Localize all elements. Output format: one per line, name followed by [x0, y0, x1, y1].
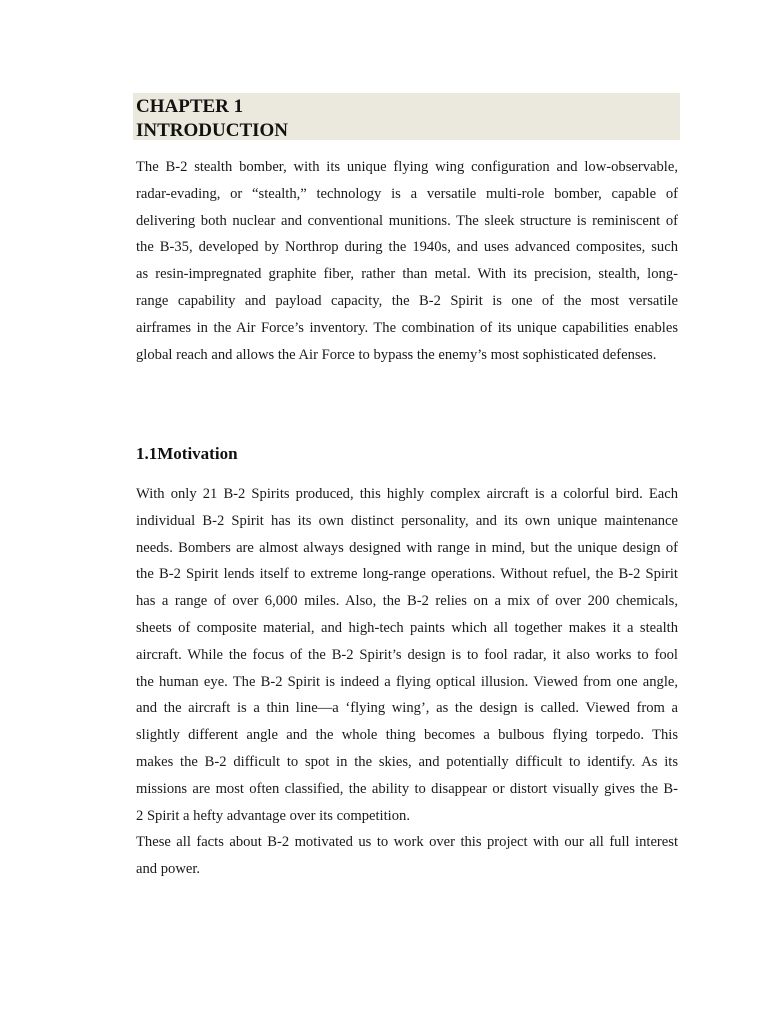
- paragraph-line: the B-35, developed by Northrop during the 1940s, and uses advanced composites, such: [136, 239, 678, 256]
- paragraph-line: delivering both nuclear and conventional munitions. The sleek structure is reminiscent of: [136, 212, 678, 229]
- motivation-closing-paragraph: [136, 829, 678, 883]
- section-heading-motivation: 1.1Motivation: [136, 444, 238, 463]
- paragraph-line: needs. Bombers are almost always designed with range in mind, but the unique design of: [136, 539, 678, 556]
- paragraph-line: missions are most often classified, the ability to disappear or distort visually gives the B-: [136, 780, 678, 797]
- paragraph-line: sheets of composite material, and high-tech paints which all together makes it a stealth: [136, 619, 678, 636]
- chapter-heading-box: [133, 93, 680, 140]
- paragraph-line: and the aircraft is a thin line—a ‘flying wing’, as the design is called. Viewed from a: [136, 700, 678, 717]
- paragraph-line: These all facts about B-2 motivated us to work over this project with our all full interest: [136, 834, 678, 850]
- paragraph-line: and power.: [136, 860, 201, 877]
- paragraph-line: slightly different angle and the whole thing becomes a bulbous flying torpedo. This: [136, 727, 678, 744]
- paragraph-line: 2 Spirit a hefty advantage over its competition.: [136, 807, 410, 824]
- intro-paragraph: [136, 154, 678, 368]
- chapter-title: INTRODUCTION: [136, 120, 289, 141]
- paragraph-line: makes the B-2 difficult to spot in the skies, and potentially difficult to identify. As its: [136, 753, 678, 770]
- motivation-paragraph: [136, 481, 678, 829]
- paragraph-line: has a range of over 6,000 miles. Also, the B-2 relies on a mix of over 200 chemicals,: [136, 593, 678, 610]
- paragraph-line: global reach and allows the Air Force to bypass the enemy’s most sophisticated defenses.: [136, 346, 657, 363]
- paragraph-line: aircraft. While the focus of the B-2 Spirit’s design is to fool radar, it also works to fool: [136, 646, 678, 663]
- paragraph-line: radar-evading, or “stealth,” technology is a versatile multi-role bomber, capable of: [136, 185, 678, 202]
- paragraph-line: range capability and payload capacity, the B-2 Spirit is one of the most versatile: [136, 292, 678, 309]
- paragraph-line: the human eye. The B-2 Spirit is indeed a flying optical illusion. Viewed from one angle,: [136, 673, 678, 690]
- chapter-number: CHAPTER 1: [136, 96, 244, 117]
- paragraph-line: With only 21 B-2 Spirits produced, this highly complex aircraft is a colorful bird. Each: [136, 486, 678, 502]
- paragraph-line: individual B-2 Spirit has its own distinct personality, and its own unique maintenance: [136, 512, 678, 529]
- paragraph-line: The B-2 stealth bomber, with its unique flying wing configuration and low-observable,: [136, 159, 678, 175]
- paragraph-line: airframes in the Air Force’s inventory. The combination of its unique capabilities enables: [136, 319, 678, 336]
- paragraph-line: as resin-impregnated graphite fiber, rather than metal. With its precision, stealth, long-: [136, 266, 678, 283]
- paragraph-line: the B-2 Spirit lends itself to extreme long-range operations. Without refuel, the B-2 Spirit: [136, 566, 678, 583]
